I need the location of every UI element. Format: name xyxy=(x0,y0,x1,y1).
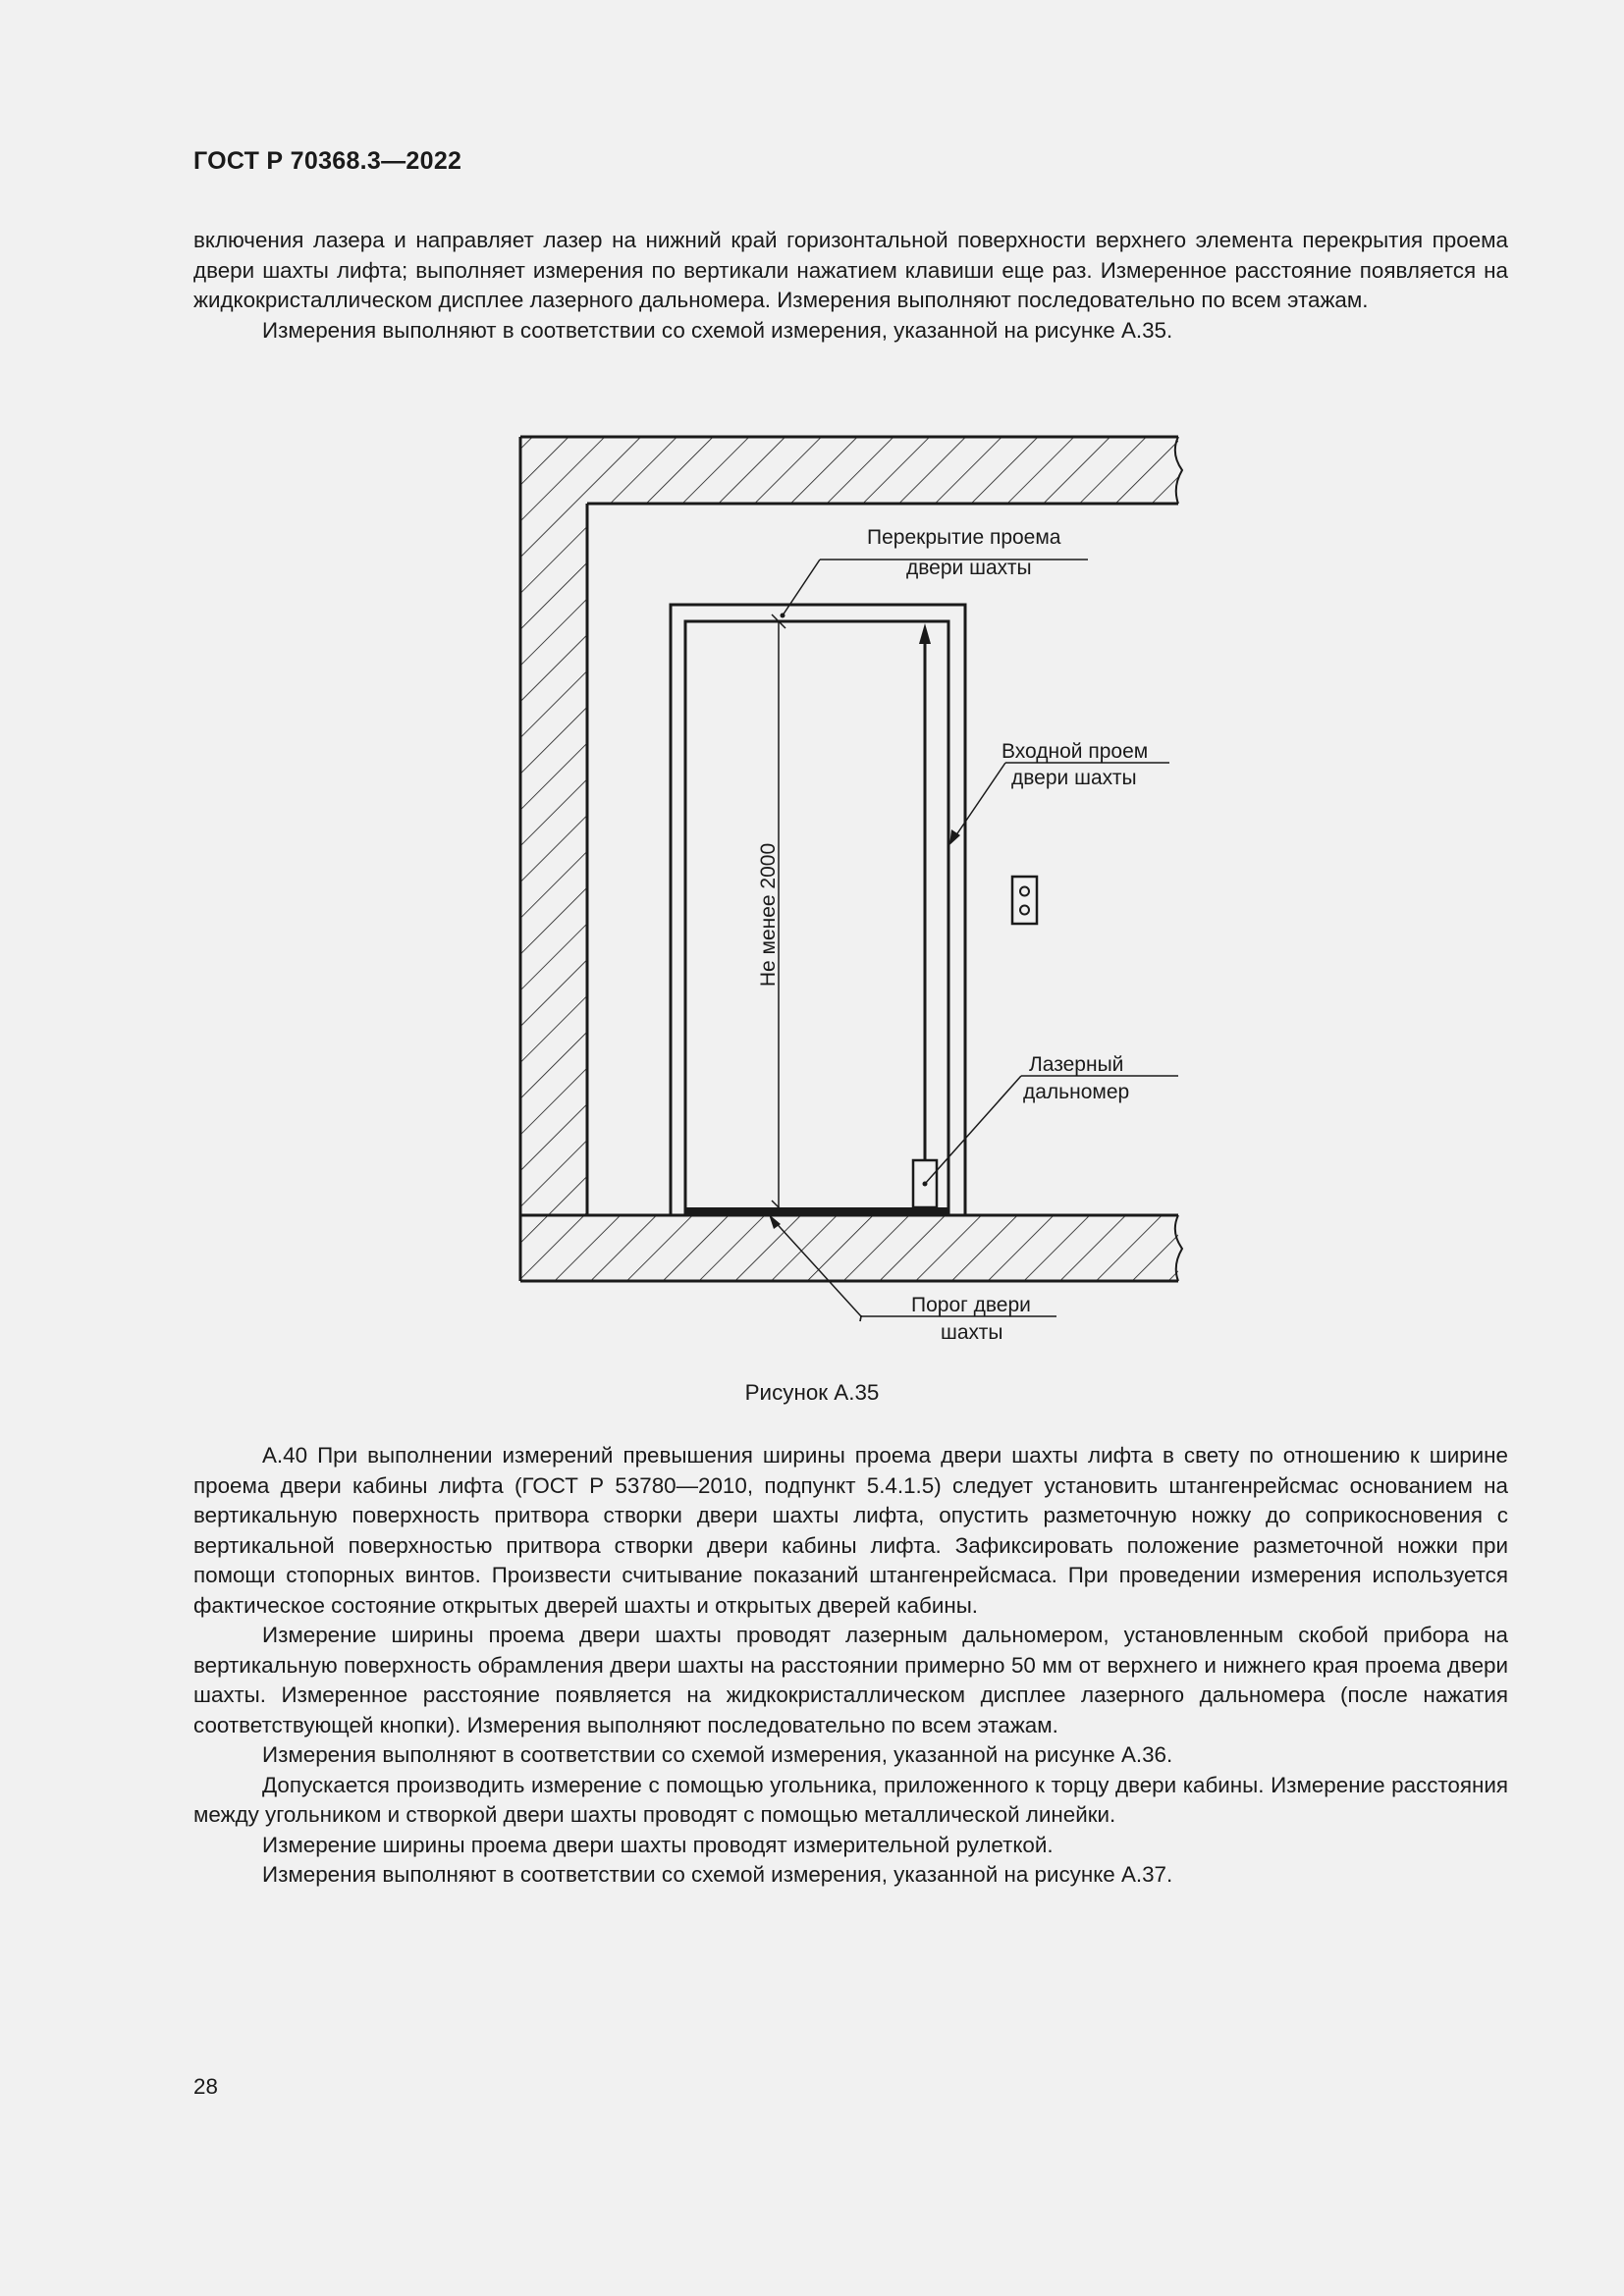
label-laser-line2: дальномер xyxy=(1023,1081,1130,1103)
label-threshold-line1: Порог двери xyxy=(911,1294,1031,1316)
figure-a35 xyxy=(511,422,1198,1355)
section-paragraph: Измерения выполняют в соответствии со схемой измерения, указанной на рисунке А.36. xyxy=(262,1742,1173,1767)
section-paragraph: Измерение ширины проема двери шахты проводят лазерным дальномером, установленным скобой прибора на вертикальную поверхность обрамления двери шахты на расстоянии примерно 50 мм от верхнего и нижнего края проема двери шахты. Измеренное расстояние появляется на жидкокристаллическом дисплее лазерного дальномера (после нажатия соответствующей кнопки). Измерения выполняют последовательно по всем этажам. xyxy=(193,1623,1508,1737)
section-paragraph: Допускается производить измерение с помощью угольника, приложенного к торцу двери кабины. Измерение расстояния между угольником и створкой двери шахты проводят с помощью металлической линейки. xyxy=(193,1772,1508,1827)
left-wall xyxy=(520,504,587,1215)
section-paragraph: Измерения выполняют в соответствии со схемой измерения, указанной на рисунке А.37. xyxy=(262,1862,1173,1887)
document-header: ГОСТ Р 70368.3—2022 xyxy=(193,147,462,175)
floor-slab xyxy=(520,1215,1182,1281)
section-paragraph: А.40 При выполнении измерений превышения ширины проема двери шахты лифта в свету по отношению к ширине проема двери кабины лифта (ГОСТ Р 53780—2010, подпункт 5.4.1.5) следует установить штангенрейсмас основанием на вертикальную поверхность притвора створки двери шахты лифта, опустить разметочную ножку до соприкосновения с вертикальной поверхностью притвора створки двери кабины лифта. Зафиксировать положение разметочной ножки при помощи стопорных винтов. Произвести считывание показаний штангенрейсмаса. При проведении измерения используется фактическое состояние открытых дверей шахты и открытых дверей кабины. xyxy=(193,1443,1508,1618)
label-entrance-line1: Входной проем xyxy=(1001,740,1149,763)
top-wall-slab xyxy=(520,437,1182,504)
label-overlap-line2: двери шахты xyxy=(906,557,1032,579)
laser-beam-arrow xyxy=(919,623,931,1160)
section-a40-text xyxy=(193,1441,1508,1891)
intro-reference-paragraph: Измерения выполняют в соответствии со схемой измерения, указанной на рисунке А.35. xyxy=(262,317,1173,343)
door-threshold xyxy=(685,1207,948,1215)
section-paragraph: Измерение ширины проема двери шахты проводят измерительной рулеткой. xyxy=(262,1832,1054,1857)
call-button-panel xyxy=(1012,877,1037,924)
page-number: 28 xyxy=(193,2074,218,2099)
label-laser-line1: Лазерный xyxy=(1029,1053,1124,1076)
intro-paragraph: включения лазера и направляет лазер на нижний край горизонтальной поверхности верхнего элемента перекрытия проема двери шахты лифта; выполняет измерения по вертикали нажатием клавиши еще раз. Измеренное расстояние появляется на жидкокристаллическом дисплее лазерного дальномера. Измерения выполняют последовательно по всем этажам. xyxy=(193,228,1508,312)
label-threshold-line2: шахты xyxy=(941,1321,1003,1344)
intro-text xyxy=(193,226,1508,346)
shaft-door-diagram xyxy=(511,422,1198,1355)
dimension-label: Не менее 2000 xyxy=(757,842,780,988)
label-overlap-line1: Перекрытие проема xyxy=(867,526,1061,549)
figure-caption: Рисунок А.35 xyxy=(744,1380,880,1405)
label-entrance-line2: двери шахты xyxy=(1011,767,1137,789)
shaft-door-frame xyxy=(671,605,965,1215)
